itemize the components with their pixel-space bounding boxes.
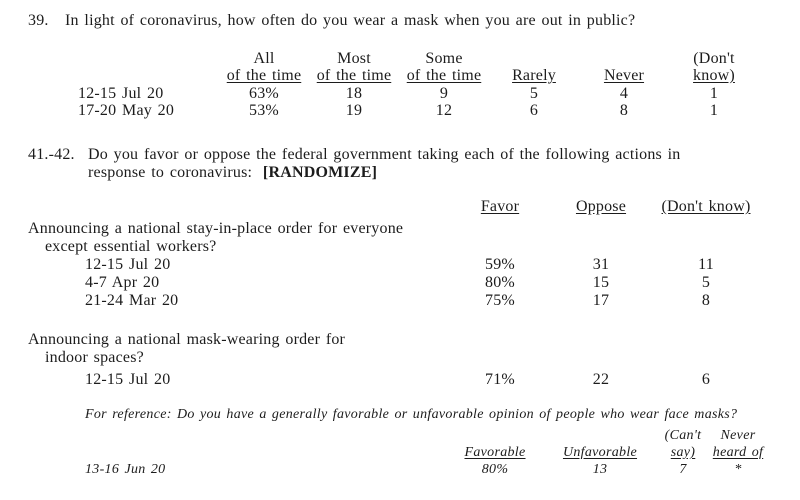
question-39 <box>28 12 788 30</box>
cell-value: 75% <box>485 292 515 309</box>
col-header-some: Some <box>425 50 463 67</box>
cell-value: 11 <box>698 256 714 273</box>
row-label-date: 12-15 Jul 20 <box>78 85 164 102</box>
cell-value: 12 <box>435 102 453 119</box>
col-header-most-of-the-time: of the time <box>316 67 392 84</box>
cell-value: 6 <box>529 102 539 119</box>
cell-value: 31 <box>592 256 610 273</box>
col-header-say: say) <box>670 445 696 460</box>
col-header-favor: Favor <box>480 198 520 215</box>
statement-line <box>28 220 755 238</box>
cell-value: 80% <box>485 274 515 291</box>
statement-text: except essential workers? <box>45 238 217 255</box>
table-row <box>85 461 785 478</box>
cell-value: 17 <box>592 292 610 309</box>
col-header-all-of-the-time: of the time <box>226 67 302 84</box>
reference-note-block <box>85 407 785 478</box>
col-header-all: All <box>253 50 275 67</box>
row-label-date: 13-16 Jun 20 <box>85 462 166 477</box>
table-header-row-2 <box>78 67 759 84</box>
cell-value: 4 <box>619 85 629 102</box>
cell-value: 8 <box>619 102 629 119</box>
cell-value: 9 <box>439 85 449 102</box>
cell-value: 80% <box>481 462 509 477</box>
question-41-42-text-continued: response to coronavirus: <box>88 164 253 181</box>
cell-value: 59% <box>485 256 515 273</box>
col-header-oppose: Oppose <box>575 198 627 215</box>
col-header-never: Never <box>720 428 756 443</box>
reference-note-text: For reference: Do you have a generally favorable or unfavorable opinion of people who wear face masks? <box>85 407 738 422</box>
question-41-42-line2 <box>88 164 788 182</box>
cell-value: 63% <box>249 85 279 102</box>
question-41-42 <box>28 146 788 182</box>
cell-value: 15 <box>592 274 610 291</box>
cell-value: 19 <box>345 102 363 119</box>
statement-line <box>28 331 755 349</box>
table-row <box>78 102 759 119</box>
cell-value: 53% <box>249 102 279 119</box>
cell-value: 5 <box>701 274 711 291</box>
favor-oppose-header-row <box>28 198 755 216</box>
stay-in-place-item <box>28 220 755 310</box>
cell-value: 22 <box>592 371 610 388</box>
mask-wearing-item <box>28 331 755 389</box>
table-header-row-1 <box>78 50 759 67</box>
col-header-some-of-the-time: of the time <box>406 67 482 84</box>
cell-value: 7 <box>679 462 687 477</box>
col-header-dont-know: (Don't know) <box>661 198 751 215</box>
col-header-cant: (Can't <box>664 428 702 443</box>
col-header-never: Never <box>603 67 645 84</box>
row-label-date: 12-15 Jul 20 <box>85 256 171 273</box>
question-41-42-number: 41.-42. <box>28 146 75 163</box>
cell-value: 18 <box>345 85 363 102</box>
table-row <box>28 371 755 389</box>
cell-value: 71% <box>485 371 515 388</box>
randomize-tag: [RANDOMIZE] <box>262 164 378 181</box>
row-label-date: 12-15 Jul 20 <box>85 371 171 388</box>
question-41-42-text: Do you favor or oppose the federal government taking each of the following actions in <box>88 146 681 163</box>
col-header-know: know) <box>693 67 735 84</box>
statement-text: indoor spaces? <box>45 349 144 366</box>
table-row <box>28 292 755 310</box>
row-label-date: 4-7 Apr 20 <box>85 274 160 291</box>
cell-value: 1 <box>709 102 719 119</box>
statement-text: Announcing a national stay-in-place order for everyone <box>28 220 404 237</box>
col-header-favorable: Favorable <box>464 445 526 460</box>
reference-header-row-1 <box>85 427 785 444</box>
col-header-heard-of: heard of <box>712 445 764 460</box>
table-row <box>78 85 759 102</box>
statement-line <box>28 238 755 256</box>
row-label-date: 21-24 Mar 20 <box>85 292 179 309</box>
col-header-most: Most <box>337 50 371 67</box>
question-39-text: In light of coronavirus, how often do you wear a mask when you are out in public? <box>65 12 636 29</box>
question-41-42-line1 <box>28 146 788 164</box>
cell-value: 5 <box>529 85 539 102</box>
col-header-rarely: Rarely <box>512 67 556 84</box>
mask-frequency-table <box>78 50 759 119</box>
cell-value: 13 <box>592 462 608 477</box>
reference-header-row-2 <box>85 444 785 461</box>
cell-value: 1 <box>709 85 719 102</box>
statement-line <box>28 349 755 367</box>
table-row <box>28 256 755 274</box>
question-39-number: 39. <box>28 12 49 29</box>
cell-value: 8 <box>701 292 711 309</box>
cell-value: 6 <box>701 371 711 388</box>
statement-text: Announcing a national mask-wearing order for <box>28 331 346 348</box>
col-header-unfavorable: Unfavorable <box>562 445 638 460</box>
col-header-dont: (Don't <box>693 50 735 67</box>
cell-value: * <box>734 462 742 477</box>
table-row <box>28 274 755 292</box>
row-label-date: 17-20 May 20 <box>78 102 175 119</box>
